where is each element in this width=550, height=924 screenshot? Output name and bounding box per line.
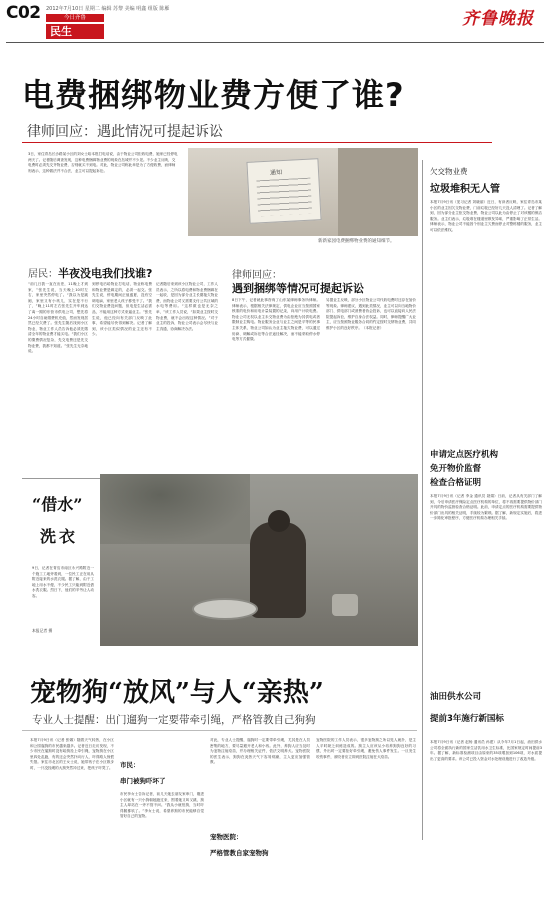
sidebar-item2-title1: 申请定点医疗机构 [430, 450, 499, 460]
notice-lines [256, 178, 312, 217]
story-a-kicker: 居民： [28, 269, 58, 280]
lead-photo [188, 148, 418, 236]
photo-story-title1: “借水” [32, 495, 83, 514]
story-a-title [28, 262, 152, 281]
sidebar-item1-title1: 欠交物业费 [430, 167, 468, 176]
wall-panel [338, 148, 418, 236]
story-b-col1: 8日下午，记者就此事咨询了山东某律师事务所律师。律师表示，根据相关法律规定，供电企业应当按照国家核准的电价和用电计量装置的记录，向用户计收电费。物业公司无权以业主未交物业费为由拒绝为其供电或者限制业主购电。物业服务企业与业主之间是平等的民事主体关系，物业公司如认为业主拖欠物业费，可以通过协商、调解或诉讼等合法途径解决，而不能采取停水停电等方式催缴。 [232, 298, 320, 342]
lead-photo-caption: 新新家园电费捆绑物业费的通知细节。 [318, 239, 395, 244]
story-a-col1: “前几日我一直在出差，11晚上才到家，”张先生说，当天晚上10时左右，家里突然停电了。“我以为是跳闸，家里又有小孩儿，实在是不行了，”晚上11时左右张先生开车到达了离一期的东营市供电公司，想先将24小时自助缴费机充值，然而发现居然已经欠费了。张先生随后找到小区物业，物业工作人员告诉他必须先缴清全年的物业费才能买电。“我们小区的缴费情况复杂，先交电费还是先交物业费，我都不知道。”张先生无奈地说。 [28, 282, 88, 354]
story-c-col2-kicker: 市民： [120, 761, 140, 769]
story-a-headline: 半夜没电我们找谁? [58, 267, 153, 280]
sidebar-item1-title2: 垃圾堆积无人管 [430, 184, 500, 195]
photo-story-credit: 本报记者 摄 [32, 628, 53, 633]
sidebar-item1-text: 本报7月9日讯（见习记者 刘晓丽）近日，有读者反映，家住青岛市某小区的业主因欠交物业费，门前垃圾已经好几天没人清理了。记者了解到，因为部分业主拒交物业费，物业公司以此为由停止了对该楼的保洁服务。业主们表示，垃圾堆在楼道里散发异味，严重影响了正常生活。律师表示，物业公司不能因个别业主欠费而停止对整栋楼的服务，业主可以依法维权。 [430, 200, 542, 232]
worker-head [268, 510, 290, 532]
bucket [332, 594, 358, 616]
photo-story-title2: 洗衣 [40, 527, 79, 546]
story-c-col4: 宠物医院的工作人员表示，很多宠物狗之所以见人就扑，是主人平时缺乏训练造成的。狗主人应该从小培养狗狗良好的习惯，外出时一定要拴好牵引绳，避免伤人事件发生。一旦发生咬伤事件，被咬者应立即到医院注射狂犬疫苗。 [316, 738, 416, 759]
date-line: 2012年7月10日 星期二 编辑 苏黎 美编 明鑫 组版 陈雁 [46, 6, 170, 12]
photo-story-text: 9日，记者在青岛市南区永兴路附近一个施工工地旁看到，一位民工正在用从附近接来的水洗衣服。据了解，由于工地上用水不便，不少民工只能到附近借水洗衣服。烈日下，他们的辛劳让人动容。 [32, 566, 94, 598]
masthead-logo: 齐鲁晚报 [462, 9, 534, 29]
sidebar-item2-text: 本报7月9日讯（记者 李金 通讯员 聂娟）日前，记者从有关部门了解到，今后申请医疗保险定点医疗机构的单位，将不再需要提供物价部门开具的物价监督检查合格证明。此前，申请定点的医疗机构需要提供物价部门出具的相关证明，手续较为繁琐。据了解，新规定实施后，将进一步简化审批程序，方便医疗机构办理相关手续。 [430, 494, 542, 521]
story-c-col2-sub: 串门被狗吓坏了 [120, 777, 166, 785]
story-c-col2-text: 市民李女士告诉记者，前几天她去朋友家串门，刚进小区就有一只小狗朝她跑过来，围着她又叫又跳，狗主人却站在一旁不管不问。“我从小就怕狗，当时吓得腿都软了。”李女士说，希望养狗的市民能够自觉管好自己的宠物。 [120, 792, 204, 819]
tree-shadow [100, 474, 250, 544]
wash-basin [192, 598, 258, 620]
story-b-kicker: 律师回应： [232, 270, 282, 281]
story-c-subhead: 专业人士提醒：出门遛狗一定要带牵引绳，严格管教自己狗狗 [32, 714, 316, 726]
sidebar-item3-title2: 提前3年施行新国标 [430, 714, 504, 724]
story-c-col1: 本报7月9日讯（记者 张娜）随着天气转热，在小区和公园遛狗的市民越来越多。记者近日走访发现，不少市民在遛狗时没有给狗拴上牵引绳，宠物狗在小区里四处乱跑，有的还会突然扑向行人，吓得路人惊慌失措。家住市北区的王女士说，她带孩子在小区散步时，一只没拴绳的大狗突然冲过来，把孩子吓哭了。 [30, 738, 114, 770]
story-c-headline: 宠物狗“放风”与人“亲热” [30, 678, 324, 708]
sidebar-divider [422, 160, 423, 840]
today-label: 今日齐鲁 [46, 14, 104, 22]
story-c-rule [22, 730, 417, 731]
lead-subhead: 律师回应：遇此情况可提起诉讼 [27, 124, 223, 140]
notice-paper [246, 158, 321, 224]
story-c-col3: 对此，专业人士提醒，遛狗时一定要带牵引绳，尤其是在人员密集的地方，要尽量避开老人和小孩。此外，养狗人应当及时为宠物注射疫苗，并办理相关证件，依法文明养犬。宠物医院的医生表示，狗狗在炎热天气下容易烦躁，主人更应加强管教。 [210, 738, 310, 765]
story-a-col2: 到停电后给物业打电话，物业称电费和物业费是绑定的，必须一起交。张先生说，停电期间正值盛夏，没有空调电扇，家里老人孩子都受不了。“我们交物业费没问题，但电是生活必需品，不能用这种方式来逼业主。”张先生说，他已经向有关部门反映了此事，希望能尽快得到解决。记者了解到，该小区类似情况的业主还有不少。 [92, 282, 152, 337]
story-c-col4-sub: 严格管教自家宠物狗 [210, 849, 269, 857]
lead-intro: 3日，家住青岛长沙路某小区的刘女士给本报打电话说，由于物业公司拒收电费，她家已经停电两天了。记者随后调查发现，这种电费捆绑物业费的现象在岛城并不少见。不少业主反映，交电费时必须先交齐物业费，否则就买不到电。对此，物业公司称此举是为了方便收费，而律师则表示，这种做法并不合法，业主可以提起诉讼。 [28, 152, 178, 173]
lead-headline: 电费捆绑物业费方便了谁? [22, 76, 405, 114]
sidebar-item2-title3: 检查合格证明 [430, 478, 482, 488]
story-c-col4-kicker: 宠物医院： [210, 833, 243, 841]
story-a-col3: 记者随后来到该小区物业公司，工作人员表示，之所以将电费和物业费捆绑在一起收，是因为部分业主长期拖欠物业费，而物业公司又需要支付公共区域的水电等费用。“这样做也是无奈之举，”该工作人员说，“如果业主按时交物业费，就不会出现这种情况。”对于业主的投诉，物业公司表示会尽快与业主沟通，协商解决办法。 [156, 282, 218, 331]
notice-text: 通知 [269, 169, 283, 177]
sidebar-item3-text: 本报7月9日讯（记者 赵杨 通讯员 孙建）从今年7月1日起，油田供水公司将全面执行新的国家生活饮用水卫生标准，比国家规定时间提前3年。据了解，新标准检测项目由原来的35项增加到106项，对水质提出了更高的要求。该公司已投入资金对水处理设施进行了改造升级。 [430, 740, 542, 761]
worker-figure [250, 522, 306, 618]
washing-photo [100, 474, 418, 646]
sidebar-item3-title1: 油田供水公司 [430, 692, 482, 702]
section-label: 民生 [46, 24, 104, 39]
page-code: C02 [6, 3, 41, 23]
sidebar-item2-title2: 免开物价监督 [430, 464, 482, 474]
story-b-headline: 遇到捆绑等情况可提起诉讼 [232, 282, 364, 295]
lead-rule [22, 142, 492, 143]
header-rule [6, 42, 544, 43]
story-b-col2: 另据业主反映，部分小区物业公司代收电费时还存在加价等现象。律师建议，遇到此类情况，业主可以向当地物价部门、供电部门或消费者协会投诉，也可以直接向人民法院提起诉讼，维护自身合法权益。同时，律师提醒广大业主，应当按照物业服务合同的约定按时交纳物业费，共同维护小区的良好秩序。（本报记者） [326, 298, 416, 330]
